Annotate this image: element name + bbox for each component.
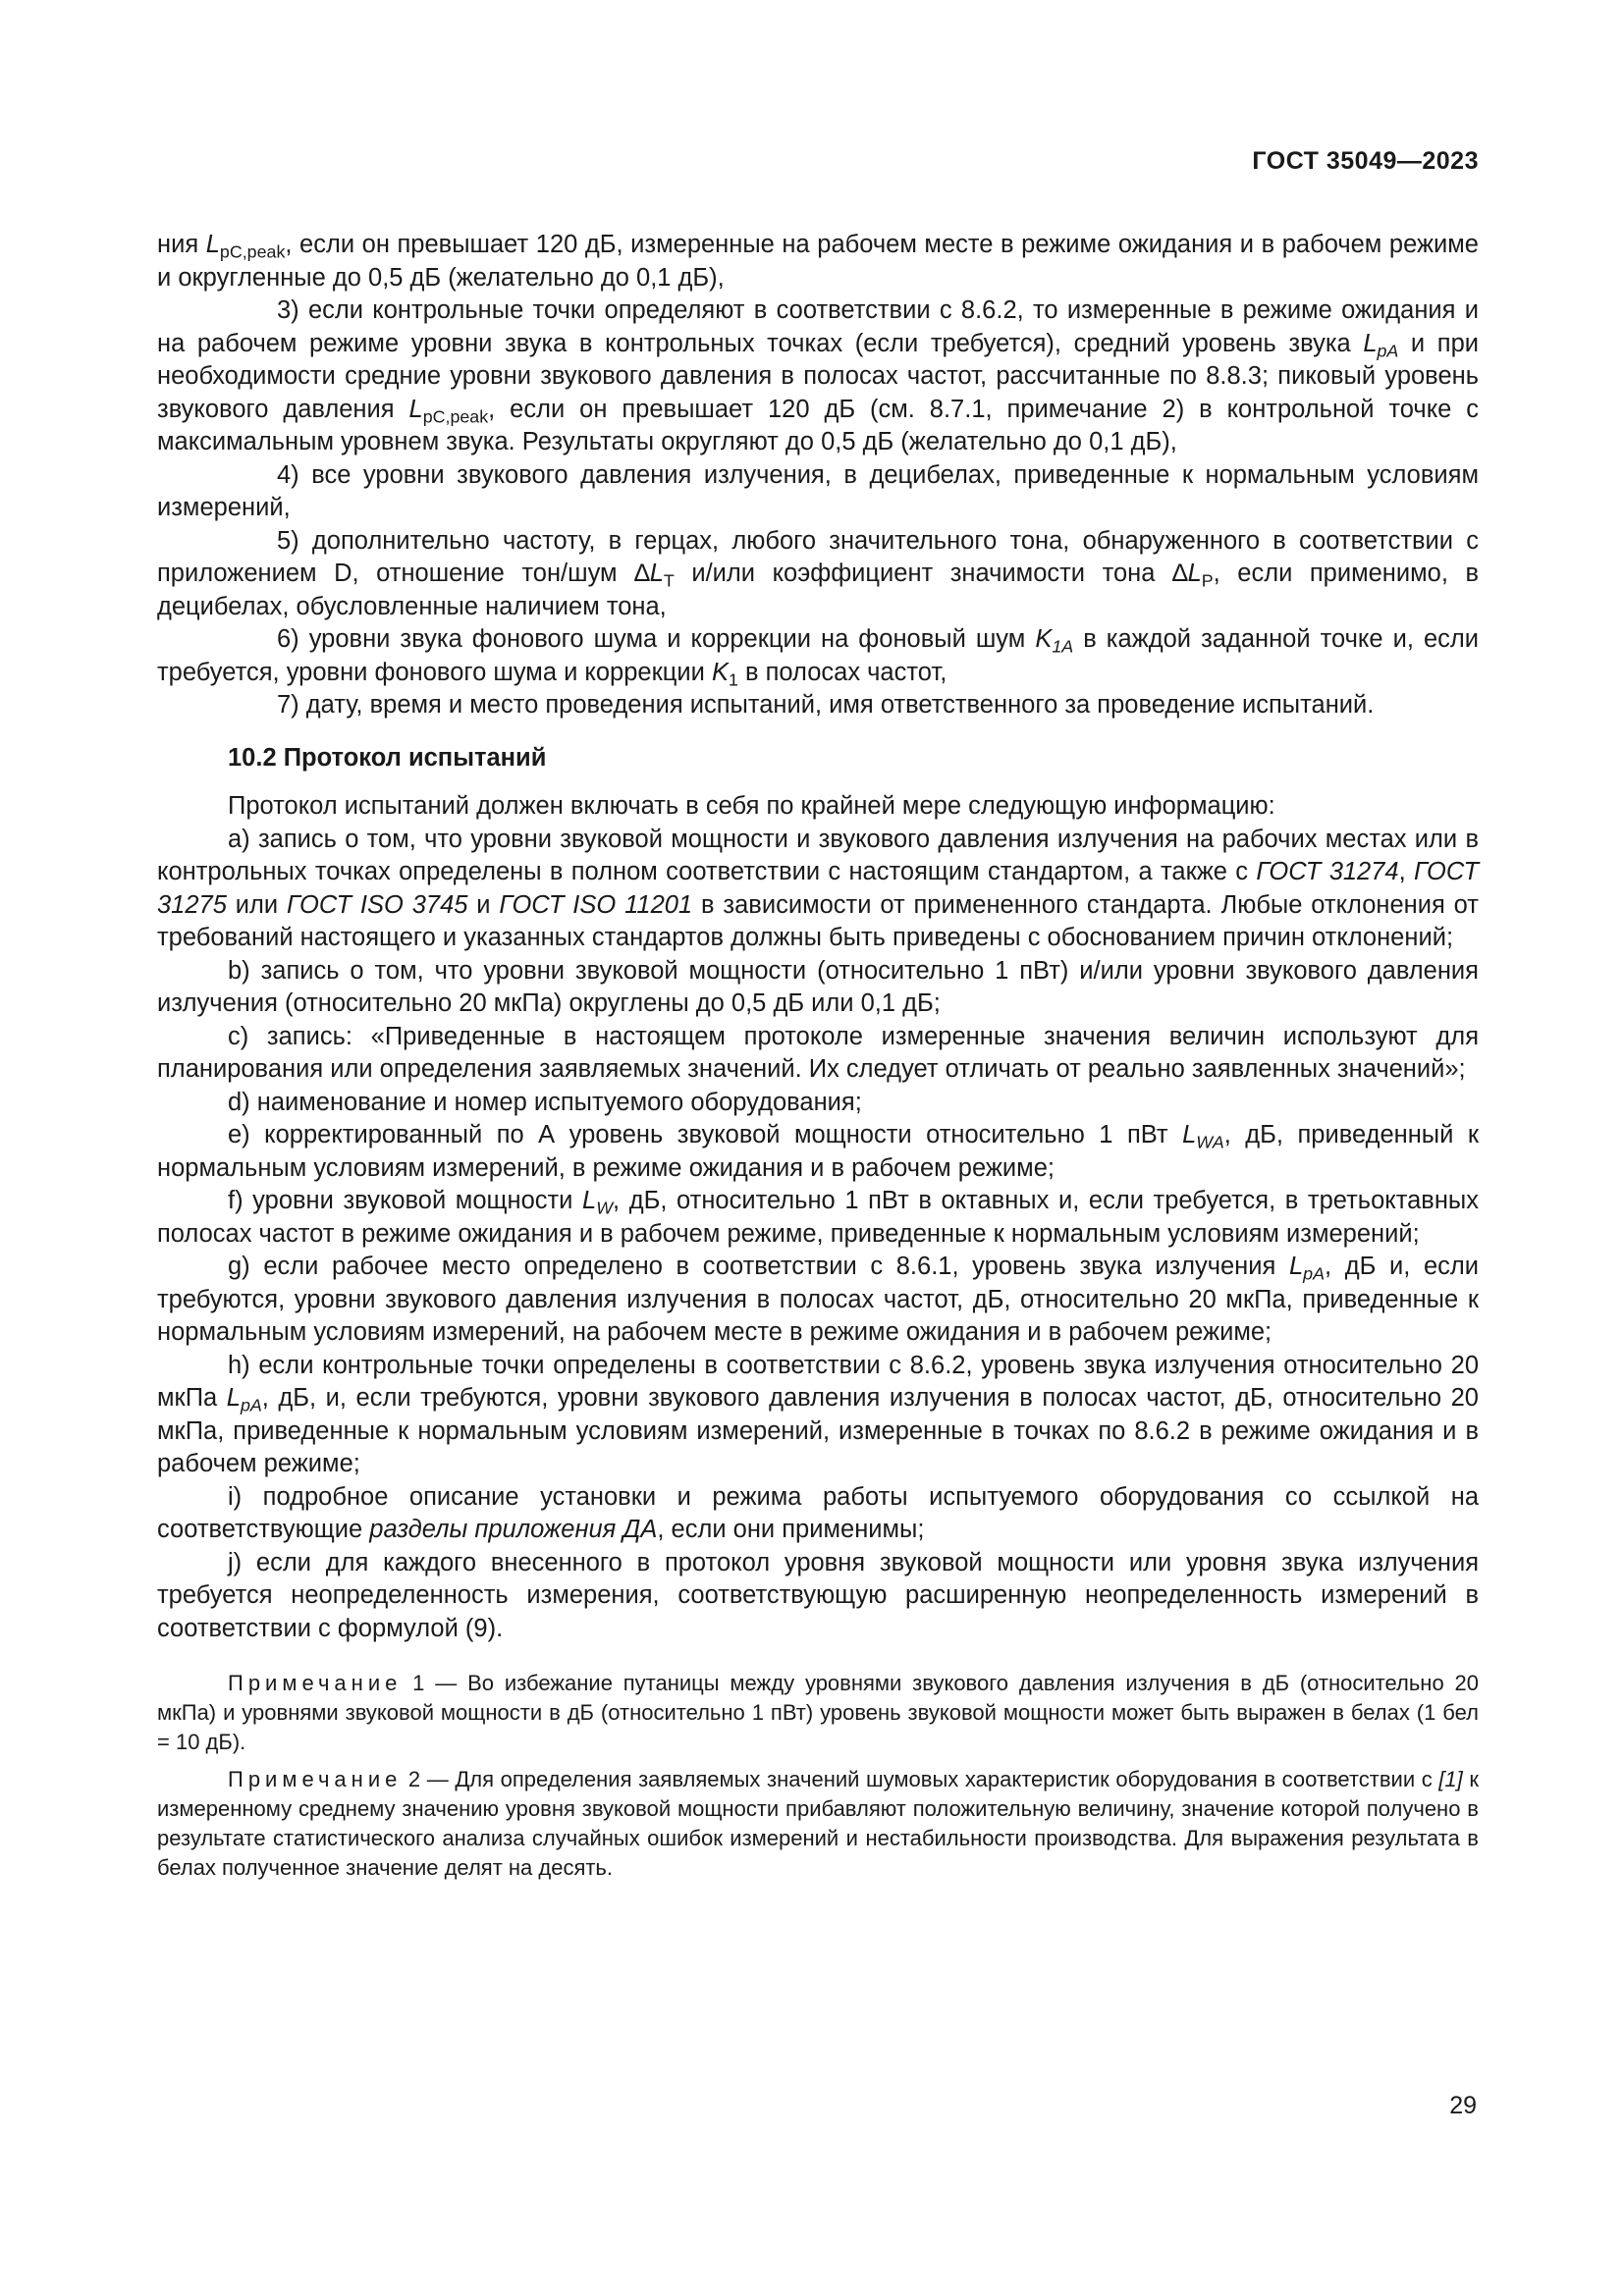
- list-item-3: 3) если контрольные точки определяют в соответствии с 8.6.2, то измеренные в режиме ожидания и на рабочем режиме уровни звука в контрольных точках (если требуется), средний уровень звука $L_{pA}$ и при необходимости средние уровни звукового давления в полосах частот, рассчитанные по 8.8.3; пиковый уровень звукового давления $L_{pC,peak}$, если он превышает 120 дБ (см. 8.7.1, примечание 2) в контрольной точке с максимальным уровнем звука. Результаты округляют до 0,5 дБ (желательно до 0,1 дБ),: [157, 296, 1479, 455]
- list-item-f: f) уровни звуковой мощности $L_W$, дБ, относительно 1 пВт в октавных и, если требуется, в третьоктавных полосах частот в режиме ожидания и в рабочем режиме, приведенные к нормальным условиям измерений;: [157, 1187, 1479, 1248]
- list-item-5: 5) дополнительно частоту, в герцах, любого значительного тона, обнаруженного в соответствии с приложением D, отношение тон/шум $\Delta L_T$ и/или коэффициент значимости тона $\Delta L_P$, если применимо, в децибелах, обусловленные наличием тона,: [157, 526, 1480, 620]
- document-header: ГОСТ 35049—2023: [1252, 147, 1479, 175]
- list-item-b: b) запись о том, что уровни звуковой мощности (относительно 1 пВт) и/или уровни звукового давления излучения (относительно 20 мкПа) округлены до 0,5 дБ или 0,1 дБ;: [157, 956, 1479, 1017]
- list-item-7: 7) дату, время и место проведения испытаний, имя ответственного за проведение испытаний.: [277, 691, 1375, 719]
- section-intro: Протокол испытаний должен включать в себя по крайней мере следующую информацию:: [228, 792, 1275, 820]
- list-item-a: а) запись о том, что уровни звуковой мощности и звукового давления излучения на рабочих местах или в контрольных точках определены в полном соответствии с настоящим стандартом, а также с ГОСТ 31274, ГОСТ 31275 или ГОСТ ISO 3745 и ГОСТ ISO 11201 в зависимости от примененного стандарта. Любые отклонения от требований настоящего и указанных стандартов должны быть приведены с обоснованием причин отклонений;: [157, 825, 1480, 951]
- note-2: Примечание 2 — Для определения заявляемых значений шумовых характеристик оборудования в соответствии с [1] к измеренному среднему значению уровня звуковой мощности прибавляют положительную величину, значение которой получено в результате статистического анализа случайных ошибок измерений и нестабильности производства. Для выражения результата в белах полученное значение делят на десять.: [157, 1767, 1479, 1880]
- list-item-i: i) подробное описание установки и режима работы испытуемого оборудования со ссылкой на соответствующие разделы приложения ДА, если они применимы;: [157, 1482, 1479, 1543]
- list-item-d: d) наименование и номер испытуемого оборудования;: [228, 1088, 862, 1116]
- list-item-4: 4) все уровни звукового давления излучения, в децибелах, приведенные к нормальным условиям измерений,: [157, 460, 1479, 521]
- section-heading: 10.2 Протокол испытаний: [228, 743, 547, 772]
- note-1: Примечание 1 — Во избежание путаницы между уровнями звукового давления излучения в дБ (относительно 20 мкПа) и уровнями звуковой мощности в дБ (относительно 1 пВт) уровень звуковой мощности может быть выражен в белах (1 бел = 10 дБ).: [157, 1671, 1479, 1754]
- list-item-h: h) если контрольные точки определены в соответствии с 8.6.2, уровень звука излучения относительно 20 мкПа $L_{pA}$, дБ, и, если требуются, уровни звукового давления излучения в полосах частот, дБ, относительно 20 мкПа, приведенные к нормальным условиям измерений, измеренные в точках по 8.6.2 в режиме ожидания и в рабочем режиме;: [157, 1351, 1479, 1477]
- list-item-6: 6) уровни звука фонового шума и коррекции на фоновый шум $K_{1A}$ в каждой заданной точке и, если требуется, уровни фонового шума и коррекции $K_1$ в полосах частот,: [157, 625, 1479, 690]
- paragraph-continuation: ния $L_{pC,peak}$, если он превышает 120 дБ, измеренные на рабочем месте в режиме ожидания и в рабочем режиме и округленные до 0,5 дБ (желательно до 0,1 дБ),: [157, 231, 1479, 292]
- list-item-g: g) если рабочее место определено в соответствии с 8.6.1, уровень звука излучения $L_{pA}$, дБ и, если требуются, уровни звукового давления излучения в полосах частот, дБ, относительно 20 мкПа, приведенные к нормальным условиям измерений, на рабочем месте в режиме ожидания и в рабочем режиме;: [157, 1253, 1479, 1346]
- notes-block: [157, 1669, 1479, 1883]
- list-item-j: j) если для каждого внесенного в протокол уровня звуковой мощности или уровня звука излучения требуется неопределенность измерения, соответствующую расширенную неопределенность измерений в соответствии с формулой (9).: [157, 1548, 1479, 1642]
- page-number: 29: [1449, 2092, 1477, 2119]
- document-body: [157, 229, 1479, 1891]
- list-item-c: с) запись: «Приведенные в настоящем протоколе измеренные значения величин используют для планирования или определения заявляемых значений. Их следует отличать от реально заявленных значений»;: [157, 1022, 1479, 1083]
- list-item-e: е) корректированный по А уровень звуковой мощности относительно 1 пВт $L_{WA}$, дБ, приведенный к нормальным условиям измерений, в режиме ожидания и в рабочем режиме;: [157, 1121, 1480, 1182]
